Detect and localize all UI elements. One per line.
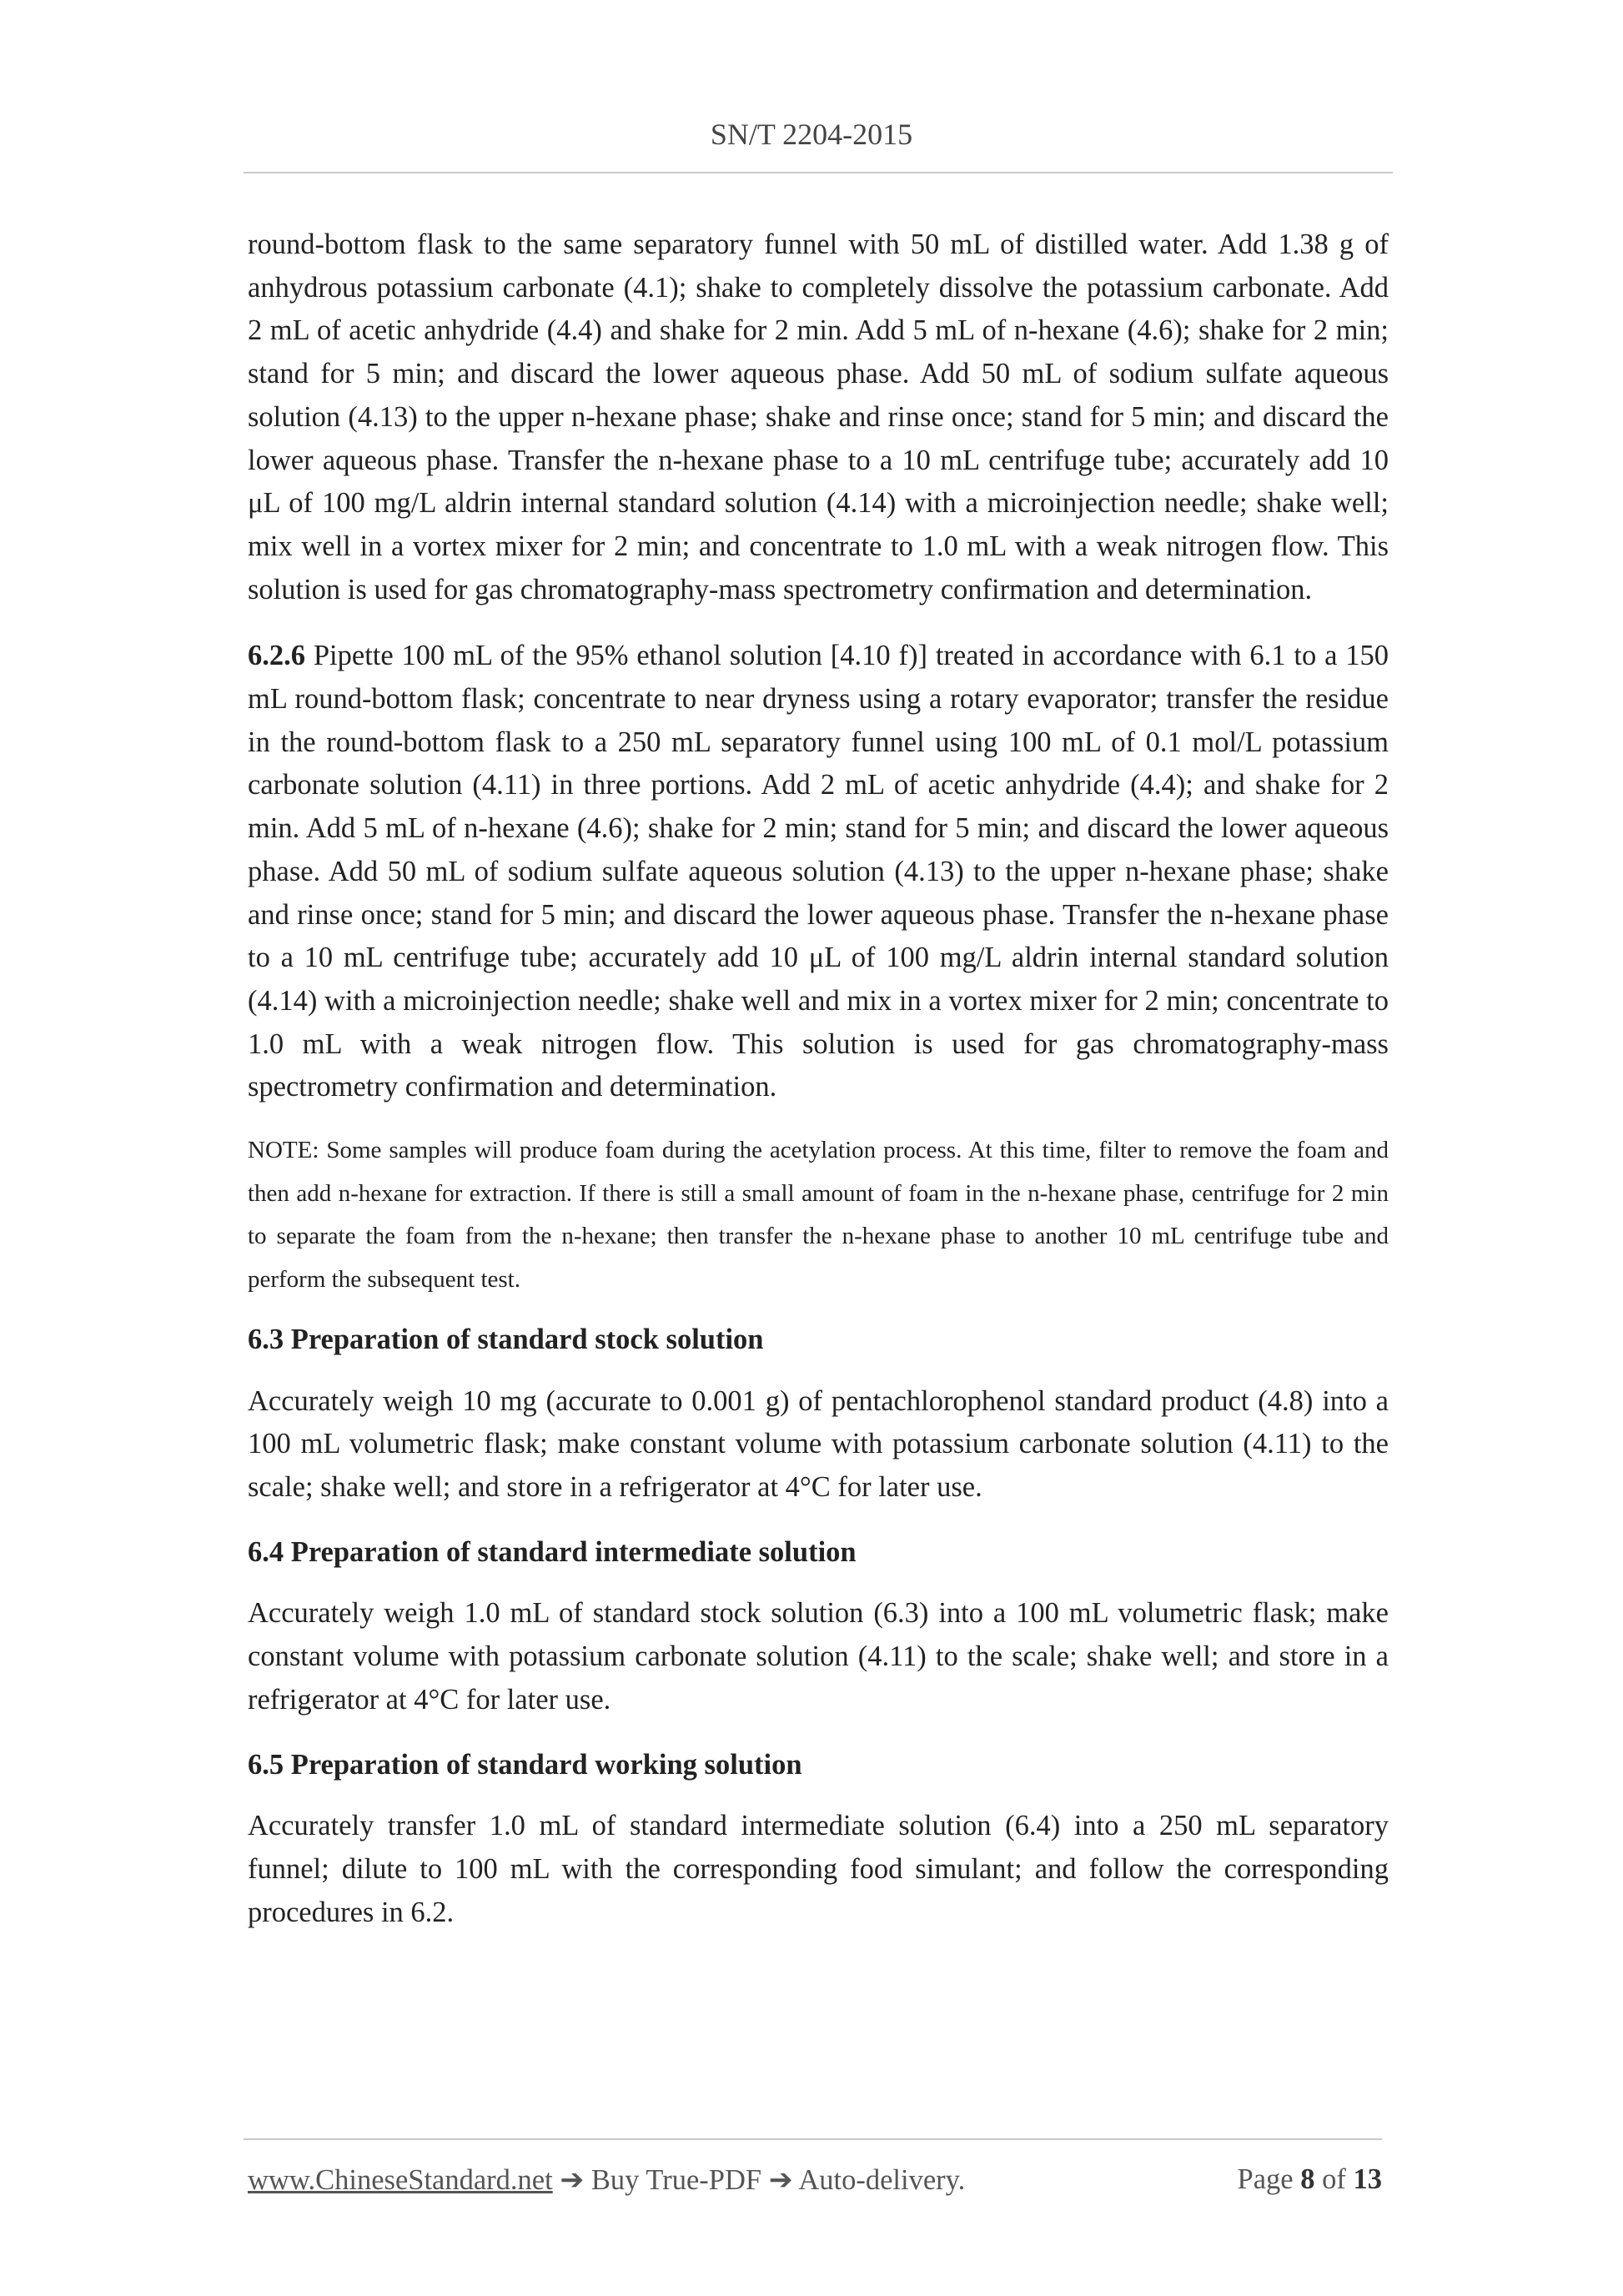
page-of: of — [1322, 2163, 1346, 2195]
page-total: 13 — [1353, 2163, 1382, 2195]
section-text-6-5: Accurately transfer 1.0 mL of standard intermediate solution (6.4) into a 250 mL separatory funnel; dilute to 100 mL with the corresponding food simulant; and follow the corresponding procedures in 6.2. — [248, 1810, 1389, 1928]
page-current: 8 — [1300, 2163, 1315, 2195]
section-text-6-3: Accurately weigh 10 mg (accurate to 0.001 g) of pentachlorophenol standard product (4.8) into a 100 mL volumetric flask; make constant volume with potassium carbonate solution (4.11) to the scale; shake well; and store in a refrigerator at 4°C for later use. — [248, 1384, 1389, 1503]
buy-text: Buy True-PDF — [590, 2164, 762, 2196]
footer-divider — [244, 2138, 1382, 2140]
note-paragraph: NOTE: Some samples will produce foam during the acetylation process. At this time, filter to remove the foam and then add n-hexane for extraction. If there is still a small amount of foam in the n-hexane phase, centrifuge for 2 min to separate the foam from the n-hexane; then transfer the n-hexane phase to another 10 mL centrifuge tube and perform the subsequent test. — [248, 1137, 1389, 1294]
section-heading-6-3: 6.3 Preparation of standard stock solution — [248, 1323, 764, 1355]
page-header — [0, 117, 1623, 152]
page-footer — [248, 2163, 1382, 2205]
arrow-right-icon: ➔ — [560, 2164, 585, 2196]
paragraph-continued: round-bottom flask to the same separatory funnel with 50 mL of distilled water. Add 1.38 g of anhydrous potassium carbonate (4.1); shake to completely dissolve the potassium carbonate. Add 2 mL of acetic anhydride (4.4) and shake for 2 min. Add 5 mL of n-hexane (4.6); shake for 2 min; stand for 5 min; and discard the lower aqueous phase. Add 50 mL of sodium sulfate aqueous solution (4.13) to the upper n-hexane phase; shake and rinse once; stand for 5 min; and discard the lower aqueous phase. Transfer the n-hexane phase to a 10 mL centrifuge tube; accurately add 10 μL of 100 mg/L aldrin internal standard solution (4.14) with a microinjection needle; shake well; mix well in a vortex mixer for 2 min; and concentrate to 1.0 mL with a weak nitrogen flow. This solution is used for gas chromatography-mass spectrometry confirmation and determination. — [248, 229, 1389, 605]
delivery-text: Auto-delivery. — [798, 2164, 966, 2196]
arrow-right-icon: ➔ — [768, 2164, 793, 2196]
section-heading-6-5: 6.5 Preparation of standard working solution — [248, 1748, 802, 1781]
document-code: SN/T 2204-2015 — [710, 118, 913, 151]
clause-text: Pipette 100 mL of the 95% ethanol solution [4.10 f)] treated in accordance with 6.1 to a 150 mL round-bottom flask; concentrate to near dryness using a rotary evaporator; transfer the residue in the round-bottom flask to a 250 mL separatory funnel using 100 mL of 0.1 mol/L potassium carbonate solution (4.11) in three portions. Add 2 mL of acetic anhydride (4.4); and shake for 2 min. Add 5 mL of n-hexane (4.6); shake for 2 min; stand for 5 min; and discard the lower aqueous phase. Add 50 mL of sodium sulfate aqueous solution (4.13) to the upper n-hexane phase; shake and rinse once; stand for 5 min; and discard the lower aqueous phase. Transfer the n-hexane phase to a 10 mL centrifuge tube; accurately add 10 μL of 100 mg/L aldrin internal standard solution (4.14) with a microinjection needle; shake well and mix in a vortex mixer for 2 min; concentrate to 1.0 mL with a weak nitrogen flow. This solution is used for gas chromatography-mass spectrometry confirmation and determination. — [248, 640, 1389, 1103]
page-content — [248, 224, 1389, 1956]
footer-promo — [248, 2163, 965, 2197]
clause-number: 6.2.6 — [248, 640, 305, 672]
site-link[interactable]: www.ChineseStandard.net — [248, 2164, 553, 2196]
clause-6-2-6 — [248, 635, 1389, 1109]
page-label: Page — [1237, 2163, 1294, 2195]
section-text-6-4: Accurately weigh 1.0 mL of standard stock solution (6.3) into a 100 mL volumetric flask; make constant volume with potassium carbonate solution (4.11) to the scale; shake well; and store in a refrigerator at 4°C for later use. — [248, 1597, 1389, 1716]
header-divider — [244, 172, 1393, 173]
page-number — [1238, 2163, 1382, 2196]
section-heading-6-4: 6.4 Preparation of standard intermediate solution — [248, 1535, 857, 1568]
